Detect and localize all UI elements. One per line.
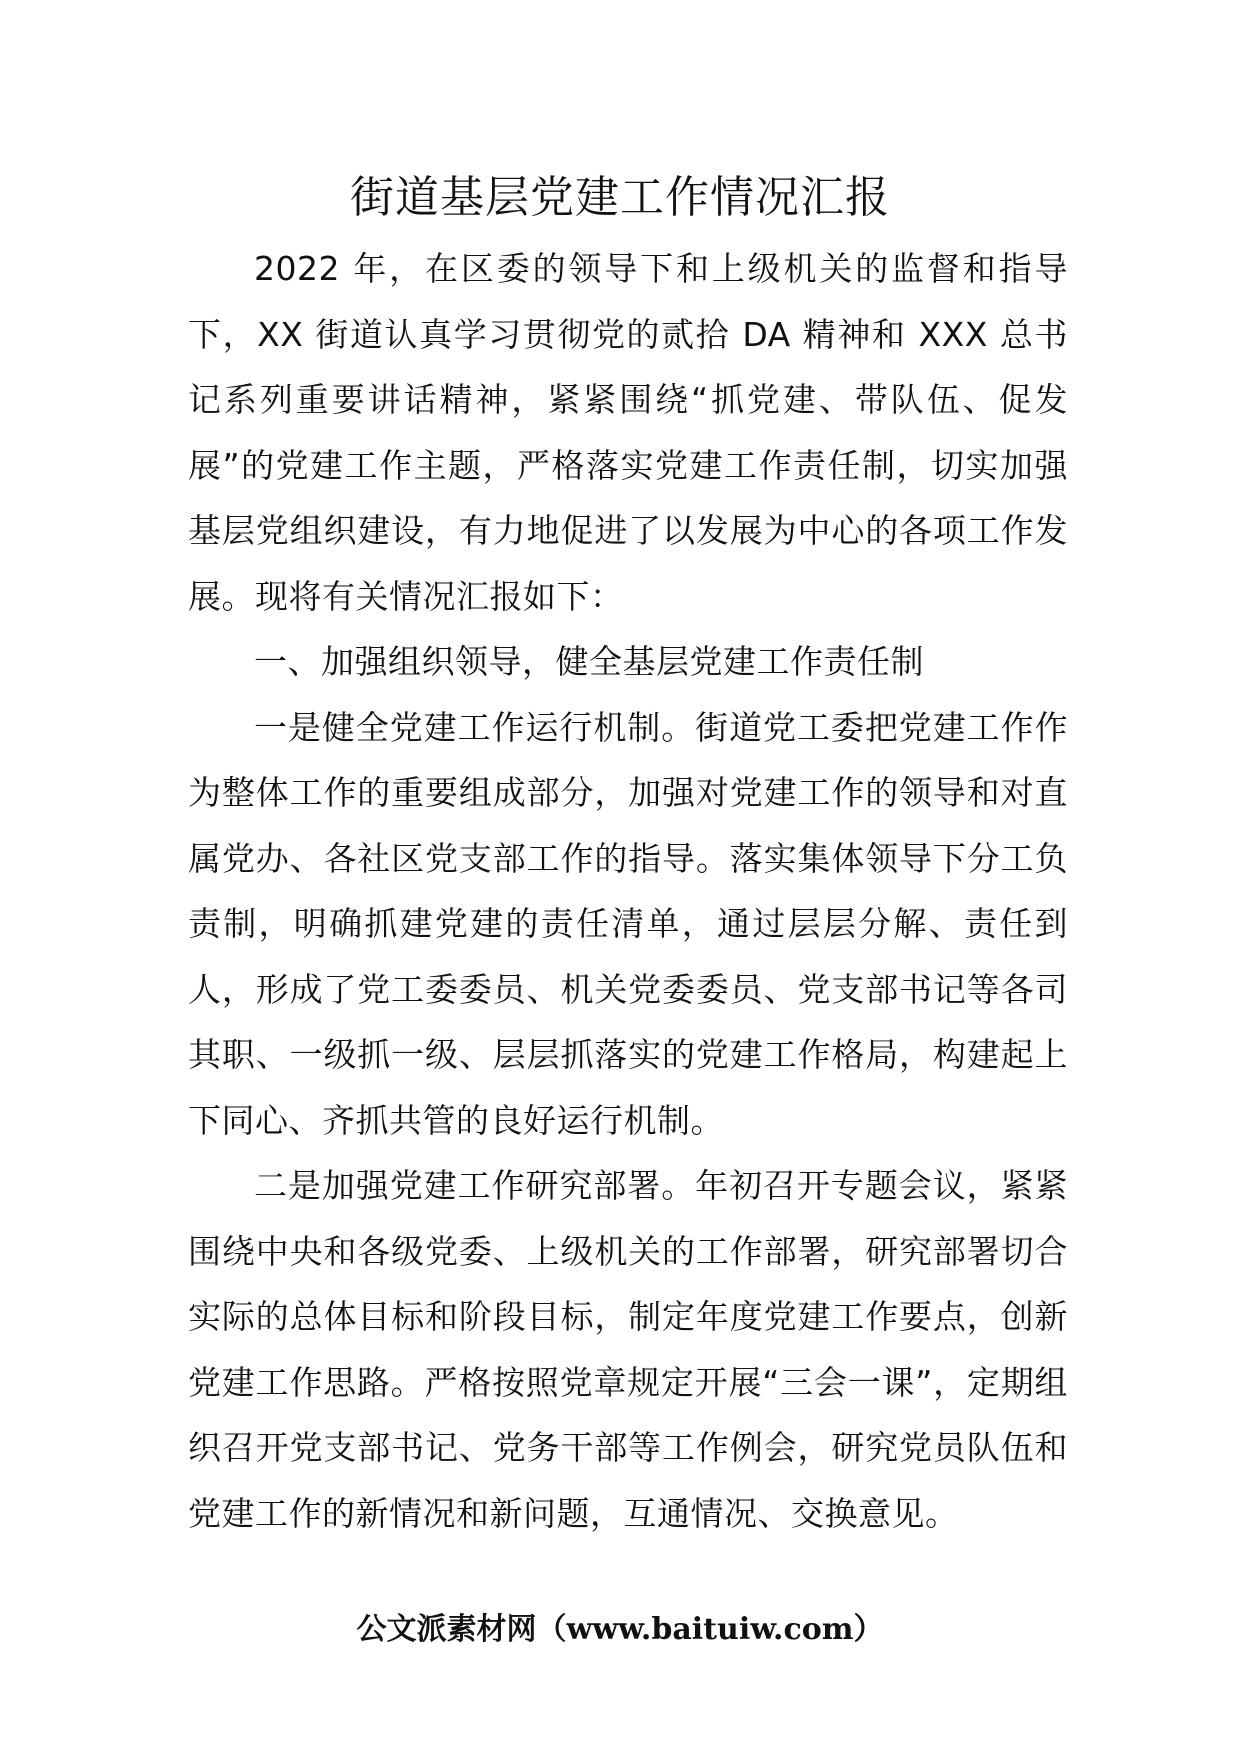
section-heading-1: 一、加强组织领导，健全基层党建工作责任制 — [254, 642, 924, 681]
document-title: 街道基层党建工作情况汇报 — [350, 172, 890, 223]
paragraph-intro: 2022 年，在区委的领导下和上级机关的监督和指导下，XX 街道认真学习贯彻党的贰拾 DA 精神和 XXX 总书记系列重要讲话精神，紧紧围绕“抓党建、带队伍、促发展”的党建工作主题，严格落实党建工作责任制，切实加强基层党组织建设，有力地促进了以发展为中心的各项工作发展。现将有关情况汇报如下： — [188, 249, 1068, 616]
footer-source: 公文派素材网（www.baituiw.com） — [356, 1612, 884, 1647]
document-body — [188, 236, 1068, 1546]
paragraph-mechanism: 一是健全党建工作运行机制。街道党工委把党建工作作为整体工作的重要组成部分，加强对党建工作的领导和对直属党办、各社区党支部工作的指导。落实集体领导下分工负责制，明确抓建党建的责任清单，通过层层分解、责任到人，形成了党工委委员、机关党委委员、党支部书记等各司其职、一级抓一级、层层抓落实的党建工作格局，构建起上下同心、齐抓共管的良好运行机制。 — [188, 707, 1068, 1140]
paragraph-deployment: 二是加强党建工作研究部署。年初召开专题会议，紧紧围绕中央和各级党委、上级机关的工作部署，研究部署切合实际的总体目标和阶段目标，制定年度党建工作要点，创新党建工作思路。严格按照党章规定开展“三会一课”，定期组织召开党支部书记、党务干部等工作例会，研究党员队伍和党建工作的新情况和新问题，互通情况、交换意见。 — [188, 1166, 1068, 1533]
